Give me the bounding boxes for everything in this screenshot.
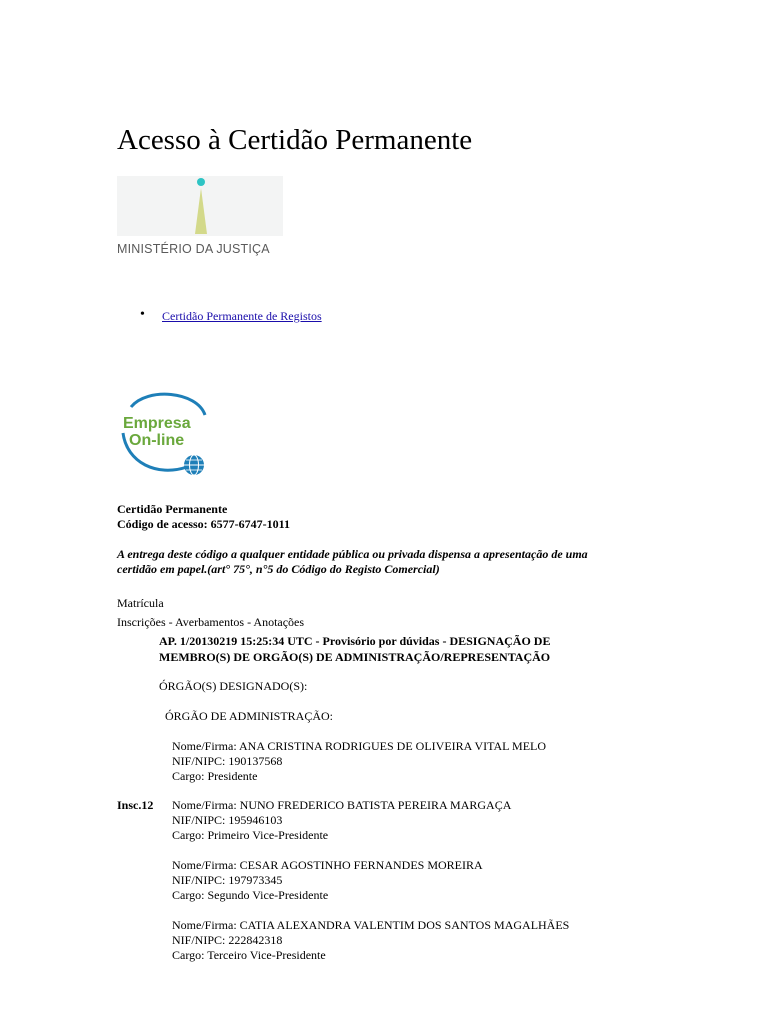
list-bullet: • <box>140 307 145 322</box>
inscricoes-label: Inscrições - Averbamentos - Anotações <box>117 615 305 629</box>
page-title: Acesso à Certidão Permanente <box>117 124 473 156</box>
ministry-emblem-icon <box>189 176 213 238</box>
orgao-administracao-label: ÓRGÃO DE ADMINISTRAÇÃO: <box>165 709 334 723</box>
member-nif: NIF/NIPC: 197973345 <box>172 873 283 887</box>
member-cargo: Cargo: Terceiro Vice-Presidente <box>172 948 326 962</box>
member-cargo: Cargo: Primeiro Vice-Presidente <box>172 828 329 842</box>
ministry-logo <box>117 176 287 262</box>
certidao-heading: Certidão Permanente <box>117 502 228 516</box>
insc-label: Insc.12 <box>117 798 154 812</box>
access-code: Código de acesso: 6577-6747-1011 <box>117 517 290 531</box>
member-name: Nome/Firma: NUNO FREDERICO BATISTA PEREIRA MARGAÇA <box>172 798 512 812</box>
matricula-label: Matrícula <box>117 596 164 610</box>
orgaos-designados-label: ÓRGÃO(S) DESIGNADO(S): <box>159 679 308 693</box>
certidao-permanente-registos-link[interactable]: Certidão Permanente de Registos <box>162 309 322 323</box>
globe-icon <box>184 455 204 475</box>
entry-header-line-1: AP. 1/20130219 15:25:34 UTC - Provisório por dúvidas - DESIGNAÇÃO DE <box>159 634 551 648</box>
ministry-logo-text: MINISTÉRIO DA JUSTIÇA <box>117 242 270 256</box>
member-nif: NIF/NIPC: 195946103 <box>172 813 283 827</box>
online-text: On-line <box>129 432 185 449</box>
member-nif: NIF/NIPC: 222842318 <box>172 933 283 947</box>
empresa-text: Empresa <box>123 415 191 432</box>
member-name: Nome/Firma: CESAR AGOSTINHO FERNANDES MOREIRA <box>172 858 483 872</box>
member-cargo: Cargo: Presidente <box>172 769 258 783</box>
member-name: Nome/Firma: ANA CRISTINA RODRIGUES DE OLIVEIRA VITAL MELO <box>172 739 547 753</box>
empresa-online-logo <box>117 385 213 481</box>
member-name: Nome/Firma: CATIA ALEXANDRA VALENTIM DOS SANTOS MAGALHÃES <box>172 918 570 932</box>
member-cargo: Cargo: Segundo Vice-Presidente <box>172 888 329 902</box>
notice-line-2: certidão em papel.(art° 75°, n°5 do Código do Registo Comercial) <box>117 562 440 576</box>
entry-header-line-2: MEMBRO(S) DE ORGÃO(S) DE ADMINISTRAÇÃO/REPRESENTAÇÃO <box>159 650 551 664</box>
member-nif: NIF/NIPC: 190137568 <box>172 754 283 768</box>
notice-line-1: A entrega deste código a qualquer entidade pública ou privada dispensa a apresentação de uma <box>117 547 588 561</box>
